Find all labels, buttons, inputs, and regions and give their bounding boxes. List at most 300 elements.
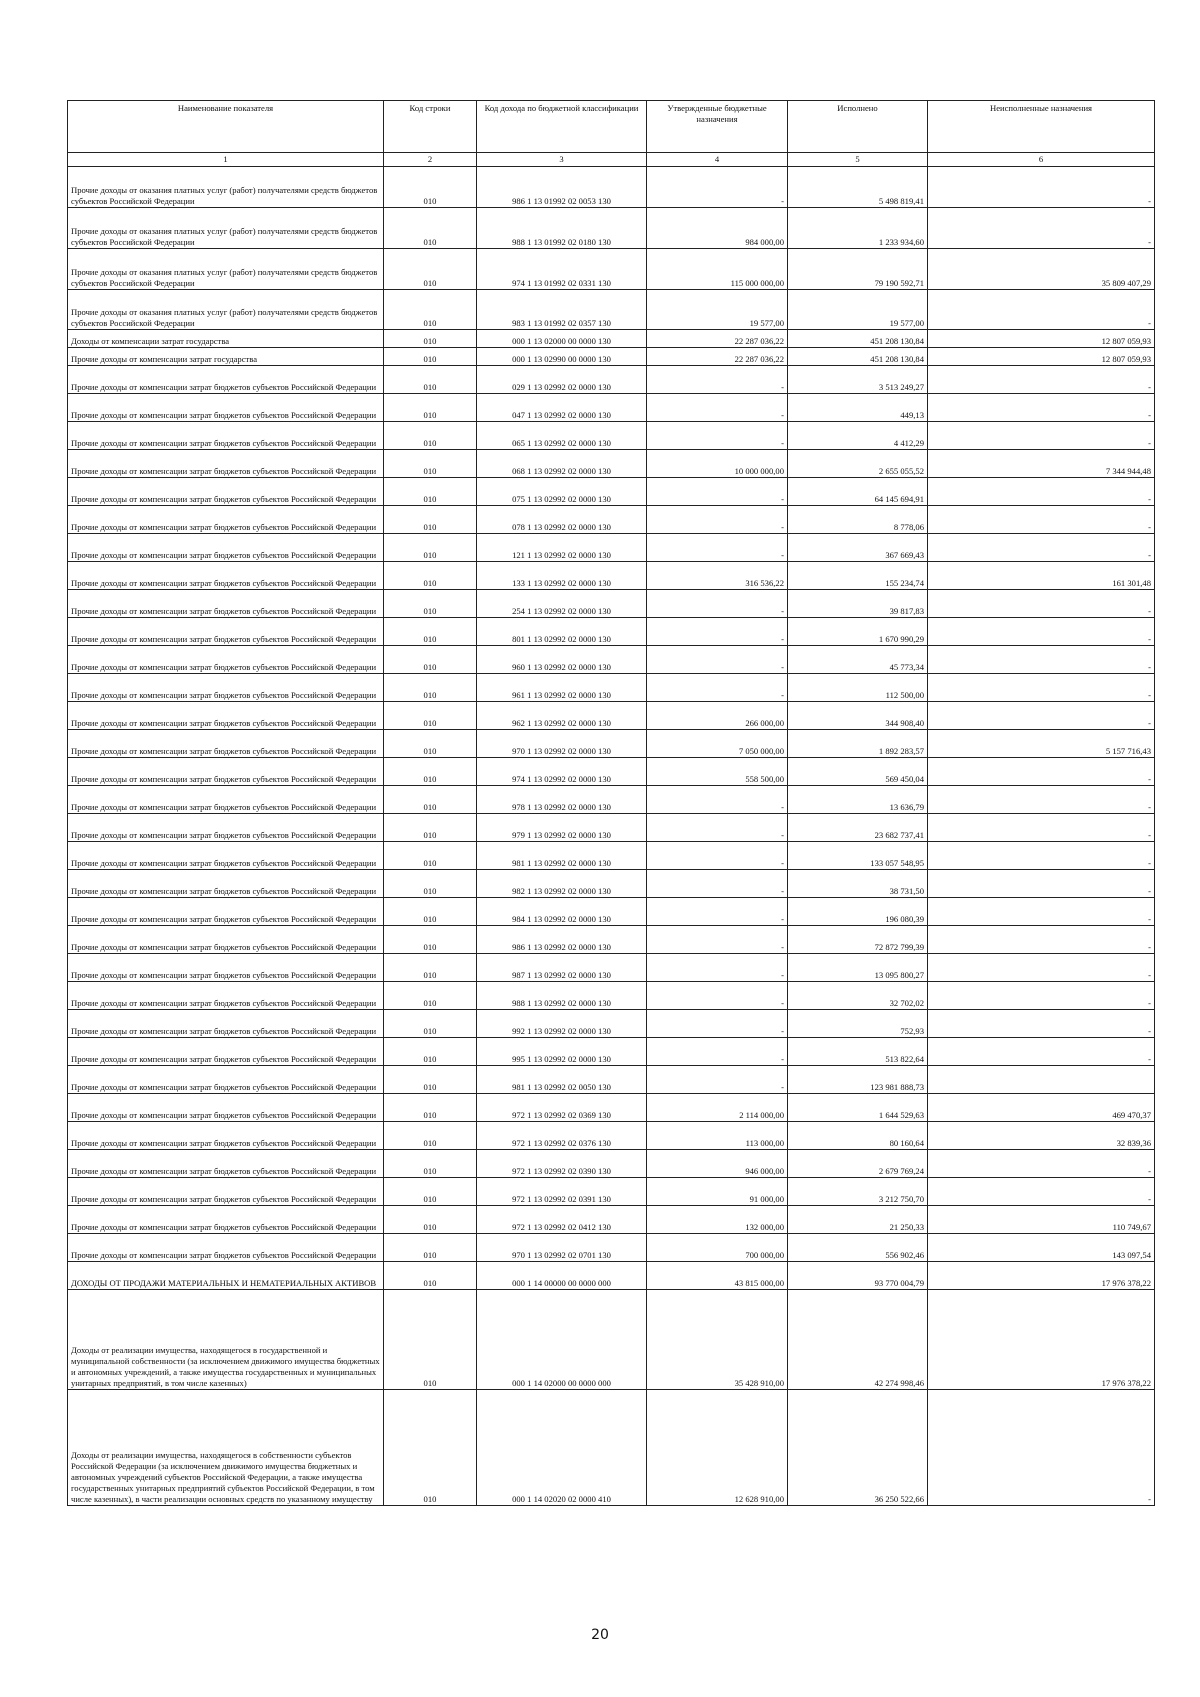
unexecuted-amount: [928, 1066, 1155, 1094]
table-row: [68, 590, 1155, 618]
row-code: 010: [384, 348, 477, 366]
executed-amount: 133 057 548,95: [788, 842, 928, 870]
executed-amount: 556 902,46: [788, 1234, 928, 1262]
executed-amount: 344 908,40: [788, 702, 928, 730]
row-code: 010: [384, 786, 477, 814]
income-code: 254 1 13 02992 02 0000 130: [477, 590, 647, 618]
row-code: 010: [384, 590, 477, 618]
unexecuted-amount: 110 749,67: [928, 1206, 1155, 1234]
header-approved: Утвержденные бюджетные назначения: [647, 101, 788, 153]
row-name: Прочие доходы от компенсации затрат бюджетов субъектов Российской Федерации: [68, 982, 384, 1010]
table-row: [68, 842, 1155, 870]
table-row: [68, 249, 1155, 290]
row-code: 010: [384, 394, 477, 422]
row-code: 010: [384, 1010, 477, 1038]
row-code: 010: [384, 646, 477, 674]
row-name: Прочие доходы от компенсации затрат бюджетов субъектов Российской Федерации: [68, 422, 384, 450]
row-name: Прочие доходы от компенсации затрат бюджетов субъектов Российской Федерации: [68, 842, 384, 870]
executed-amount: 1 233 934,60: [788, 208, 928, 249]
row-name: Прочие доходы от оказания платных услуг (работ) получателями средств бюджетов субъектов Российской Федерации: [68, 290, 384, 330]
income-code: 986 1 13 01992 02 0053 130: [477, 167, 647, 208]
row-code: 010: [384, 674, 477, 702]
approved-amount: -: [647, 870, 788, 898]
unexecuted-amount: -: [928, 842, 1155, 870]
executed-amount: 8 778,06: [788, 506, 928, 534]
table-row: [68, 730, 1155, 758]
column-number: 3: [477, 153, 647, 167]
row-name: Прочие доходы от компенсации затрат бюджетов субъектов Российской Федерации: [68, 786, 384, 814]
row-code: 010: [384, 702, 477, 730]
unexecuted-amount: -: [928, 898, 1155, 926]
income-code: 982 1 13 02992 02 0000 130: [477, 870, 647, 898]
unexecuted-amount: -: [928, 814, 1155, 842]
row-name: Прочие доходы от оказания платных услуг (работ) получателями средств бюджетов субъектов Российской Федерации: [68, 167, 384, 208]
executed-amount: 19 577,00: [788, 290, 928, 330]
approved-amount: -: [647, 506, 788, 534]
row-code: 010: [384, 208, 477, 249]
approved-amount: 266 000,00: [647, 702, 788, 730]
unexecuted-amount: 32 839,36: [928, 1122, 1155, 1150]
unexecuted-amount: -: [928, 506, 1155, 534]
row-code: 010: [384, 1390, 477, 1506]
table-row: [68, 562, 1155, 590]
table-row: [68, 450, 1155, 478]
unexecuted-amount: -: [928, 167, 1155, 208]
table-row: [68, 674, 1155, 702]
header-name: Наименование показателя: [68, 101, 384, 153]
unexecuted-amount: -: [928, 1390, 1155, 1506]
row-name: Прочие доходы от компенсации затрат бюджетов субъектов Российской Федерации: [68, 758, 384, 786]
income-code: 000 1 14 02000 00 0000 000: [477, 1290, 647, 1390]
unexecuted-amount: -: [928, 208, 1155, 249]
row-code: 010: [384, 898, 477, 926]
income-code: 972 1 13 02992 02 0391 130: [477, 1178, 647, 1206]
row-name: Прочие доходы от компенсации затрат бюджетов субъектов Российской Федерации: [68, 1094, 384, 1122]
table-row: [68, 870, 1155, 898]
row-name: Прочие доходы от компенсации затрат бюджетов субъектов Российской Федерации: [68, 1122, 384, 1150]
unexecuted-amount: 12 807 059,93: [928, 330, 1155, 348]
row-name: Прочие доходы от компенсации затрат бюджетов субъектов Российской Федерации: [68, 1234, 384, 1262]
approved-amount: 91 000,00: [647, 1178, 788, 1206]
table-row: [68, 1038, 1155, 1066]
table-row: [68, 167, 1155, 208]
table-row: [68, 898, 1155, 926]
header-unexecuted: Неисполненные назначения: [928, 101, 1155, 153]
table-row: [68, 786, 1155, 814]
executed-amount: 2 679 769,24: [788, 1150, 928, 1178]
row-code: 010: [384, 926, 477, 954]
row-name: Прочие доходы от компенсации затрат бюджетов субъектов Российской Федерации: [68, 898, 384, 926]
approved-amount: -: [647, 366, 788, 394]
approved-amount: -: [647, 674, 788, 702]
table-row: [68, 394, 1155, 422]
executed-amount: 2 655 055,52: [788, 450, 928, 478]
table-row: [68, 348, 1155, 366]
executed-amount: 42 274 998,46: [788, 1290, 928, 1390]
executed-amount: 449,13: [788, 394, 928, 422]
approved-amount: -: [647, 954, 788, 982]
row-name: Прочие доходы от компенсации затрат бюджетов субъектов Российской Федерации: [68, 1066, 384, 1094]
executed-amount: 36 250 522,66: [788, 1390, 928, 1506]
table-row: [68, 330, 1155, 348]
row-code: 010: [384, 618, 477, 646]
row-code: 010: [384, 1178, 477, 1206]
unexecuted-amount: -: [928, 870, 1155, 898]
row-code: 010: [384, 758, 477, 786]
row-name: Прочие доходы от оказания платных услуг (работ) получателями средств бюджетов субъектов Российской Федерации: [68, 249, 384, 290]
income-code: 995 1 13 02992 02 0000 130: [477, 1038, 647, 1066]
row-code: 010: [384, 1290, 477, 1390]
row-name: Прочие доходы от компенсации затрат бюджетов субъектов Российской Федерации: [68, 926, 384, 954]
row-name: Доходы от компенсации затрат государства: [68, 330, 384, 348]
unexecuted-amount: -: [928, 674, 1155, 702]
unexecuted-amount: -: [928, 1010, 1155, 1038]
income-code: 979 1 13 02992 02 0000 130: [477, 814, 647, 842]
unexecuted-amount: 469 470,37: [928, 1094, 1155, 1122]
executed-amount: 451 208 130,84: [788, 348, 928, 366]
unexecuted-amount: 17 976 378,22: [928, 1290, 1155, 1390]
unexecuted-amount: -: [928, 646, 1155, 674]
row-code: 010: [384, 814, 477, 842]
executed-amount: 3 212 750,70: [788, 1178, 928, 1206]
executed-amount: 1 670 990,29: [788, 618, 928, 646]
executed-amount: 513 822,64: [788, 1038, 928, 1066]
table-header-row: [68, 101, 1155, 153]
unexecuted-amount: -: [928, 786, 1155, 814]
row-code: 010: [384, 249, 477, 290]
approved-amount: -: [647, 842, 788, 870]
unexecuted-amount: -: [928, 290, 1155, 330]
table-row: [68, 702, 1155, 730]
unexecuted-amount: 17 976 378,22: [928, 1262, 1155, 1290]
table-row: [68, 290, 1155, 330]
unexecuted-amount: 5 157 716,43: [928, 730, 1155, 758]
executed-amount: 112 500,00: [788, 674, 928, 702]
income-code: 974 1 13 02992 02 0000 130: [477, 758, 647, 786]
row-code: 010: [384, 982, 477, 1010]
executed-amount: 13 095 800,27: [788, 954, 928, 982]
table-row: [68, 814, 1155, 842]
row-name: Прочие доходы от компенсации затрат бюджетов субъектов Российской Федерации: [68, 674, 384, 702]
executed-amount: 155 234,74: [788, 562, 928, 590]
approved-amount: -: [647, 898, 788, 926]
unexecuted-amount: -: [928, 926, 1155, 954]
row-name: Прочие доходы от компенсации затрат бюджетов субъектов Российской Федерации: [68, 1150, 384, 1178]
income-code: 987 1 13 02992 02 0000 130: [477, 954, 647, 982]
header-row-code: Код строки: [384, 101, 477, 153]
executed-amount: 72 872 799,39: [788, 926, 928, 954]
income-code: 970 1 13 02992 02 0701 130: [477, 1234, 647, 1262]
approved-amount: -: [647, 534, 788, 562]
table-row: [68, 926, 1155, 954]
approved-amount: -: [647, 1038, 788, 1066]
row-code: 010: [384, 1122, 477, 1150]
approved-amount: 12 628 910,00: [647, 1390, 788, 1506]
table-row: [68, 1262, 1155, 1290]
table-row: [68, 506, 1155, 534]
table-row: [68, 534, 1155, 562]
income-code: 972 1 13 02992 02 0390 130: [477, 1150, 647, 1178]
row-code: 010: [384, 450, 477, 478]
executed-amount: 196 080,39: [788, 898, 928, 926]
unexecuted-amount: 161 301,48: [928, 562, 1155, 590]
executed-amount: 93 770 004,79: [788, 1262, 928, 1290]
unexecuted-amount: -: [928, 590, 1155, 618]
income-code: 981 1 13 02992 02 0050 130: [477, 1066, 647, 1094]
row-name: Прочие доходы от компенсации затрат бюджетов субъектов Российской Федерации: [68, 730, 384, 758]
row-code: 010: [384, 1206, 477, 1234]
approved-amount: -: [647, 478, 788, 506]
income-code: 988 1 13 02992 02 0000 130: [477, 982, 647, 1010]
income-code: 133 1 13 02992 02 0000 130: [477, 562, 647, 590]
executed-amount: 5 498 819,41: [788, 167, 928, 208]
table-row: [68, 1290, 1155, 1390]
row-code: 010: [384, 422, 477, 450]
unexecuted-amount: -: [928, 478, 1155, 506]
income-code: 000 1 13 02000 00 0000 130: [477, 330, 647, 348]
unexecuted-amount: -: [928, 1038, 1155, 1066]
row-name: Прочие доходы от компенсации затрат государства: [68, 348, 384, 366]
executed-amount: 64 145 694,91: [788, 478, 928, 506]
row-name: Прочие доходы от компенсации затрат бюджетов субъектов Российской Федерации: [68, 814, 384, 842]
executed-amount: 80 160,64: [788, 1122, 928, 1150]
unexecuted-amount: 7 344 944,48: [928, 450, 1155, 478]
row-name: ДОХОДЫ ОТ ПРОДАЖИ МАТЕРИАЛЬНЫХ И НЕМАТЕРИАЛЬНЫХ АКТИВОВ: [68, 1262, 384, 1290]
table-row: [68, 982, 1155, 1010]
approved-amount: -: [647, 814, 788, 842]
approved-amount: 43 815 000,00: [647, 1262, 788, 1290]
unexecuted-amount: -: [928, 534, 1155, 562]
table-body: [68, 167, 1155, 1506]
row-code: 010: [384, 506, 477, 534]
executed-amount: 569 450,04: [788, 758, 928, 786]
approved-amount: -: [647, 167, 788, 208]
table-row: [68, 478, 1155, 506]
approved-amount: 700 000,00: [647, 1234, 788, 1262]
row-code: 010: [384, 478, 477, 506]
income-code: 986 1 13 02992 02 0000 130: [477, 926, 647, 954]
income-code: 974 1 13 01992 02 0331 130: [477, 249, 647, 290]
table-row: [68, 1094, 1155, 1122]
row-code: 010: [384, 730, 477, 758]
table-row: [68, 1150, 1155, 1178]
income-code: 961 1 13 02992 02 0000 130: [477, 674, 647, 702]
revenue-table: [67, 100, 1155, 1506]
row-name: Прочие доходы от компенсации затрат бюджетов субъектов Российской Федерации: [68, 506, 384, 534]
row-name: Прочие доходы от компенсации затрат бюджетов субъектов Российской Федерации: [68, 562, 384, 590]
row-name: Прочие доходы от компенсации затрат бюджетов субъектов Российской Федерации: [68, 366, 384, 394]
income-code: 962 1 13 02992 02 0000 130: [477, 702, 647, 730]
unexecuted-amount: -: [928, 422, 1155, 450]
row-name: Доходы от реализации имущества, находящегося в государственной и муниципальной собственности (за исключением движимого имущества бюджетных и автономных учреждений, а также имущества государственных и муниципальных унитарных предприятий, в том числе казенных): [68, 1290, 384, 1390]
approved-amount: -: [647, 982, 788, 1010]
row-name: Прочие доходы от компенсации затрат бюджетов субъектов Российской Федерации: [68, 646, 384, 674]
row-name: Прочие доходы от компенсации затрат бюджетов субъектов Российской Федерации: [68, 1010, 384, 1038]
executed-amount: 4 412,29: [788, 422, 928, 450]
income-code: 000 1 14 00000 00 0000 000: [477, 1262, 647, 1290]
approved-amount: -: [647, 618, 788, 646]
approved-amount: -: [647, 1066, 788, 1094]
approved-amount: 10 000 000,00: [647, 450, 788, 478]
row-name: Прочие доходы от компенсации затрат бюджетов субъектов Российской Федерации: [68, 1206, 384, 1234]
table-row: [68, 1206, 1155, 1234]
table-row: [68, 646, 1155, 674]
executed-amount: 38 731,50: [788, 870, 928, 898]
row-name: Прочие доходы от компенсации затрат бюджетов субъектов Российской Федерации: [68, 870, 384, 898]
income-code: 078 1 13 02992 02 0000 130: [477, 506, 647, 534]
row-code: 010: [384, 534, 477, 562]
income-code: 972 1 13 02992 02 0369 130: [477, 1094, 647, 1122]
header-income-code: Код дохода по бюджетной классификации: [477, 101, 647, 153]
income-code: 972 1 13 02992 02 0376 130: [477, 1122, 647, 1150]
unexecuted-amount: -: [928, 758, 1155, 786]
approved-amount: -: [647, 422, 788, 450]
column-number: 2: [384, 153, 477, 167]
unexecuted-amount: -: [928, 618, 1155, 646]
row-name: Прочие доходы от компенсации затрат бюджетов субъектов Российской Федерации: [68, 1038, 384, 1066]
approved-amount: 316 536,22: [647, 562, 788, 590]
income-code: 075 1 13 02992 02 0000 130: [477, 478, 647, 506]
approved-amount: -: [647, 590, 788, 618]
income-code: 068 1 13 02992 02 0000 130: [477, 450, 647, 478]
approved-amount: 22 287 036,22: [647, 330, 788, 348]
page-number: 20: [591, 1627, 609, 1643]
row-name: Прочие доходы от оказания платных услуг (работ) получателями средств бюджетов субъектов Российской Федерации: [68, 208, 384, 249]
row-name: Прочие доходы от компенсации затрат бюджетов субъектов Российской Федерации: [68, 394, 384, 422]
unexecuted-amount: 143 097,54: [928, 1234, 1155, 1262]
row-name: Прочие доходы от компенсации затрат бюджетов субъектов Российской Федерации: [68, 478, 384, 506]
row-code: 010: [384, 562, 477, 590]
column-number: 5: [788, 153, 928, 167]
table-row: [68, 1178, 1155, 1206]
approved-amount: -: [647, 394, 788, 422]
table-row: [68, 366, 1155, 394]
approved-amount: 558 500,00: [647, 758, 788, 786]
executed-amount: 3 513 249,27: [788, 366, 928, 394]
approved-amount: 2 114 000,00: [647, 1094, 788, 1122]
approved-amount: 113 000,00: [647, 1122, 788, 1150]
income-code: 047 1 13 02992 02 0000 130: [477, 394, 647, 422]
row-code: 010: [384, 842, 477, 870]
table-row: [68, 1390, 1155, 1506]
row-name: Прочие доходы от компенсации затрат бюджетов субъектов Российской Федерации: [68, 1178, 384, 1206]
row-code: 010: [384, 954, 477, 982]
executed-amount: 45 773,34: [788, 646, 928, 674]
row-name: Прочие доходы от компенсации затрат бюджетов субъектов Российской Федерации: [68, 618, 384, 646]
income-code: 978 1 13 02992 02 0000 130: [477, 786, 647, 814]
unexecuted-amount: -: [928, 1178, 1155, 1206]
executed-amount: 39 817,83: [788, 590, 928, 618]
unexecuted-amount: -: [928, 394, 1155, 422]
row-code: 010: [384, 290, 477, 330]
approved-amount: 115 000 000,00: [647, 249, 788, 290]
income-code: 988 1 13 01992 02 0180 130: [477, 208, 647, 249]
row-name: Прочие доходы от компенсации затрат бюджетов субъектов Российской Федерации: [68, 954, 384, 982]
column-number-row: [68, 153, 1155, 167]
executed-amount: 1 892 283,57: [788, 730, 928, 758]
column-number: 6: [928, 153, 1155, 167]
row-code: 010: [384, 1234, 477, 1262]
approved-amount: -: [647, 1010, 788, 1038]
income-code: 984 1 13 02992 02 0000 130: [477, 898, 647, 926]
row-name: Доходы от реализации имущества, находящегося в собственности субъектов Российской Федерации (за исключением движимого имущества бюджетных и автономных учреждений субъектов Российской Федерации, а также имущества государственных унитарных предприятий субъектов Российской Федерации, в том числе казенных), в части реализации основных средств по указанному имуществу: [68, 1390, 384, 1506]
table-row: [68, 1010, 1155, 1038]
header-executed: Исполнено: [788, 101, 928, 153]
income-code: 960 1 13 02992 02 0000 130: [477, 646, 647, 674]
row-name: Прочие доходы от компенсации затрат бюджетов субъектов Российской Федерации: [68, 534, 384, 562]
table-row: [68, 954, 1155, 982]
table-row: [68, 1234, 1155, 1262]
unexecuted-amount: 12 807 059,93: [928, 348, 1155, 366]
table-row: [68, 618, 1155, 646]
unexecuted-amount: -: [928, 1150, 1155, 1178]
row-code: 010: [384, 1262, 477, 1290]
executed-amount: 21 250,33: [788, 1206, 928, 1234]
executed-amount: 123 981 888,73: [788, 1066, 928, 1094]
unexecuted-amount: -: [928, 702, 1155, 730]
row-code: 010: [384, 870, 477, 898]
executed-amount: 367 669,43: [788, 534, 928, 562]
approved-amount: 984 000,00: [647, 208, 788, 249]
row-code: 010: [384, 1038, 477, 1066]
income-code: 121 1 13 02992 02 0000 130: [477, 534, 647, 562]
row-code: 010: [384, 1094, 477, 1122]
income-code: 801 1 13 02992 02 0000 130: [477, 618, 647, 646]
income-code: 992 1 13 02992 02 0000 130: [477, 1010, 647, 1038]
income-code: 029 1 13 02992 02 0000 130: [477, 366, 647, 394]
unexecuted-amount: 35 809 407,29: [928, 249, 1155, 290]
row-code: 010: [384, 1150, 477, 1178]
approved-amount: -: [647, 786, 788, 814]
unexecuted-amount: -: [928, 366, 1155, 394]
executed-amount: 451 208 130,84: [788, 330, 928, 348]
income-code: 970 1 13 02992 02 0000 130: [477, 730, 647, 758]
row-name: Прочие доходы от компенсации затрат бюджетов субъектов Российской Федерации: [68, 590, 384, 618]
unexecuted-amount: -: [928, 954, 1155, 982]
table-row: [68, 1122, 1155, 1150]
unexecuted-amount: -: [928, 982, 1155, 1010]
executed-amount: 23 682 737,41: [788, 814, 928, 842]
executed-amount: 1 644 529,63: [788, 1094, 928, 1122]
income-code: 981 1 13 02992 02 0000 130: [477, 842, 647, 870]
table-row: [68, 1066, 1155, 1094]
row-code: 010: [384, 167, 477, 208]
approved-amount: 946 000,00: [647, 1150, 788, 1178]
row-code: 010: [384, 1066, 477, 1094]
approved-amount: -: [647, 926, 788, 954]
approved-amount: 22 287 036,22: [647, 348, 788, 366]
table-row: [68, 208, 1155, 249]
row-code: 010: [384, 366, 477, 394]
approved-amount: -: [647, 646, 788, 674]
income-code: 065 1 13 02992 02 0000 130: [477, 422, 647, 450]
approved-amount: 35 428 910,00: [647, 1290, 788, 1390]
income-code: 983 1 13 01992 02 0357 130: [477, 290, 647, 330]
approved-amount: 132 000,00: [647, 1206, 788, 1234]
income-code: 000 1 14 02020 02 0000 410: [477, 1390, 647, 1506]
column-number: 4: [647, 153, 788, 167]
executed-amount: 79 190 592,71: [788, 249, 928, 290]
row-name: Прочие доходы от компенсации затрат бюджетов субъектов Российской Федерации: [68, 702, 384, 730]
column-number: 1: [68, 153, 384, 167]
executed-amount: 752,93: [788, 1010, 928, 1038]
row-name: Прочие доходы от компенсации затрат бюджетов субъектов Российской Федерации: [68, 450, 384, 478]
approved-amount: 19 577,00: [647, 290, 788, 330]
executed-amount: 13 636,79: [788, 786, 928, 814]
table-row: [68, 758, 1155, 786]
income-code: 000 1 13 02990 00 0000 130: [477, 348, 647, 366]
row-code: 010: [384, 330, 477, 348]
